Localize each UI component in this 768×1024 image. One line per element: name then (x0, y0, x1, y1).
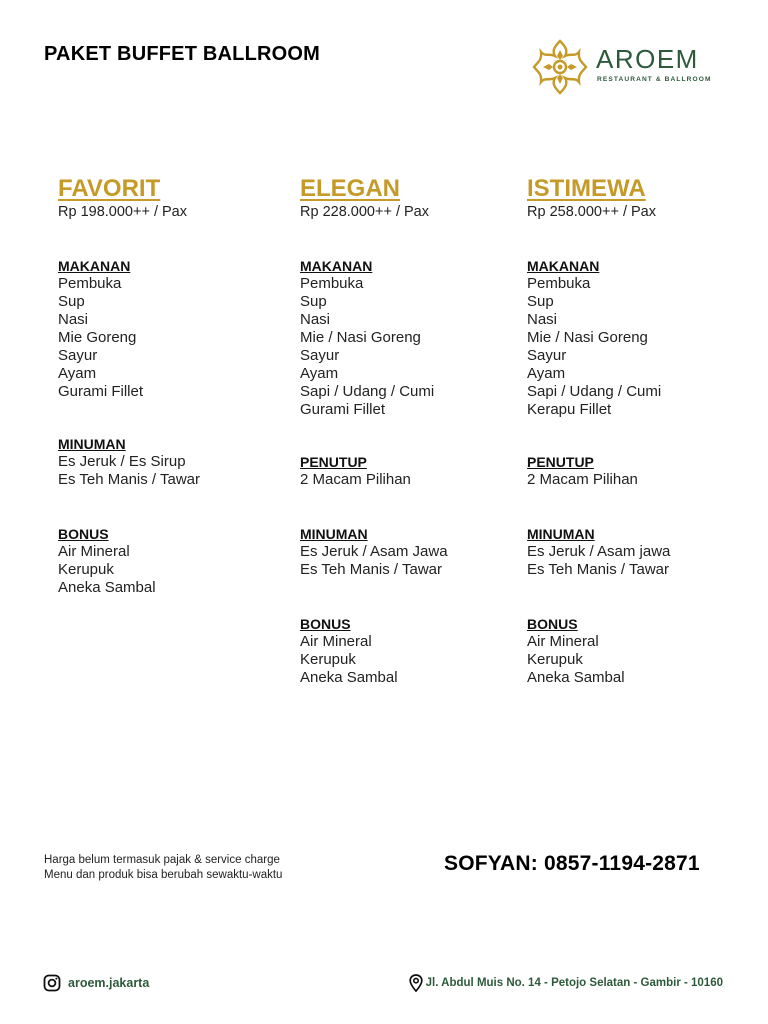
menu-item: 2 Macam Pilihan (300, 471, 411, 488)
menu-section (527, 257, 661, 419)
menu-item: 2 Macam Pilihan (527, 471, 638, 488)
menu-item: Air Mineral (300, 633, 372, 650)
menu-item: Es Jeruk / Asam jawa (527, 543, 671, 560)
package-name: ISTIMEWA (527, 175, 646, 202)
menu-item: Sup (527, 293, 554, 310)
note-line: Menu dan produk bisa berubah sewaktu-waktu (44, 869, 283, 881)
section-title: BONUS (300, 616, 351, 632)
menu-section (300, 525, 448, 579)
menu-item: Pembuka (527, 275, 591, 292)
menu-section (527, 525, 670, 579)
brand-tagline: RESTAURANT & BALLROOM (597, 76, 712, 83)
menu-item: Nasi (527, 311, 558, 328)
package-column (58, 175, 278, 596)
menu-item: Aneka Sambal (58, 579, 156, 596)
note-line: Harga belum termasuk pajak & service charge (44, 854, 280, 866)
menu-item: Kerupuk (58, 561, 114, 578)
menu-section (58, 435, 200, 489)
ornament-icon (531, 38, 589, 96)
menu-item: Es Teh Manis / Tawar (300, 561, 443, 578)
price-notes (44, 853, 282, 883)
menu-item: Aneka Sambal (300, 669, 398, 686)
brand-name: AROEM (596, 44, 699, 74)
package-column (300, 175, 520, 686)
menu-item: Kerupuk (300, 651, 356, 668)
menu-section (300, 257, 434, 419)
package-name: FAVORIT (58, 175, 161, 202)
section-title: MINUMAN (58, 436, 126, 452)
menu-item: Es Teh Manis / Tawar (58, 471, 201, 488)
section-title: MAKANAN (527, 258, 600, 274)
menu-section (58, 257, 143, 401)
brand-logo (531, 38, 731, 100)
menu-item: Sup (300, 293, 327, 310)
menu-section (300, 615, 398, 687)
menu-item: Kerapu Fillet (527, 401, 612, 418)
menu-section (527, 615, 625, 687)
instagram-link[interactable] (43, 972, 149, 994)
menu-item: Pembuka (300, 275, 364, 292)
contact-phone: SOFYAN: 0857-1194-2871 (444, 852, 700, 875)
menu-item: Sayur (527, 347, 567, 364)
package-price: Rp 258.000++ / Pax (527, 204, 656, 220)
section-title: BONUS (58, 526, 109, 542)
menu-section (58, 525, 156, 597)
address-text: Jl. Abdul Muis No. 14 - Petojo Selatan - Gambir - 10160 (425, 977, 723, 989)
instagram-icon (43, 974, 61, 992)
menu-item: Aneka Sambal (527, 669, 625, 686)
section-title: MAKANAN (300, 258, 373, 274)
section-title: MINUMAN (300, 526, 368, 542)
menu-item: Pembuka (58, 275, 122, 292)
menu-item: Sayur (300, 347, 340, 364)
menu-section (527, 453, 638, 489)
page-title: PAKET BUFFET BALLROOM (44, 43, 321, 65)
menu-item: Kerupuk (527, 651, 583, 668)
menu-item: Air Mineral (58, 543, 130, 560)
section-title: PENUTUP (527, 454, 594, 470)
menu-item: Sup (58, 293, 85, 310)
menu-item: Mie / Nasi Goreng (300, 329, 421, 346)
menu-item: Es Jeruk / Asam Jawa (300, 543, 448, 560)
section-title: MAKANAN (58, 258, 131, 274)
address (409, 972, 723, 994)
package-name: ELEGAN (300, 175, 401, 202)
menu-item: Mie / Nasi Goreng (527, 329, 648, 346)
menu-item: Sapi / Udang / Cumi (527, 383, 662, 400)
location-pin-icon (409, 974, 423, 992)
package-price: Rp 198.000++ / Pax (58, 204, 187, 220)
menu-item: Ayam (300, 365, 339, 382)
section-title: PENUTUP (300, 454, 367, 470)
menu-item: Air Mineral (527, 633, 599, 650)
menu-item: Es Teh Manis / Tawar (527, 561, 670, 578)
menu-item: Sayur (58, 347, 98, 364)
menu-item: Nasi (300, 311, 331, 328)
menu-item: Nasi (58, 311, 89, 328)
section-title: BONUS (527, 616, 578, 632)
menu-item: Sapi / Udang / Cumi (300, 383, 435, 400)
section-title: MINUMAN (527, 526, 595, 542)
package-column (527, 175, 747, 686)
menu-item: Gurami Fillet (58, 383, 144, 400)
menu-item: Es Jeruk / Es Sirup (58, 453, 186, 470)
menu-item: Ayam (527, 365, 566, 382)
package-price: Rp 228.000++ / Pax (300, 204, 429, 220)
menu-section (300, 453, 411, 489)
menu-item: Gurami Fillet (300, 401, 386, 418)
menu-item: Mie Goreng (58, 329, 137, 346)
menu-item: Ayam (58, 365, 97, 382)
instagram-handle: aroem.jakarta (68, 976, 150, 990)
